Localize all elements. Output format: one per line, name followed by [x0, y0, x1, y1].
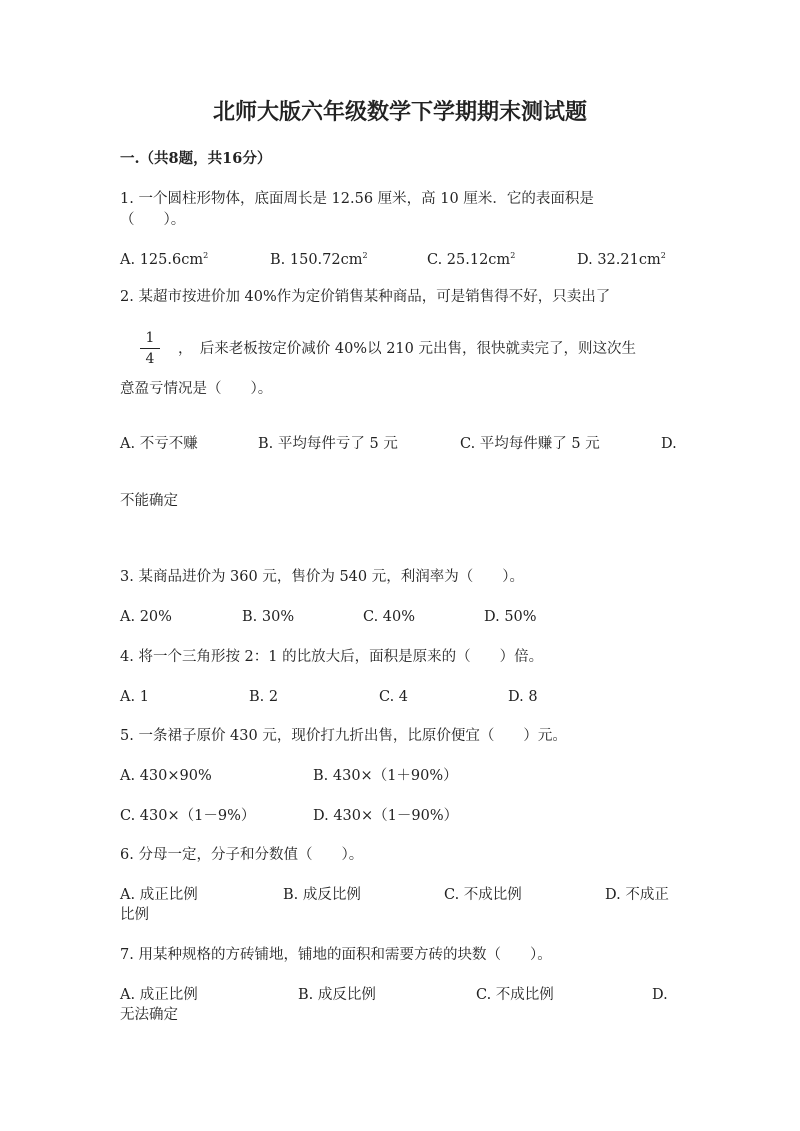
question-7-text: 7. 用某种规格的方砖铺地，铺地的面积和需要方砖的块数（ ）。 — [120, 947, 552, 963]
question-2-option-c: C. 平均每件赚了 5 元 — [460, 436, 600, 452]
question-2-option-a: A. 不亏不赚 — [120, 436, 198, 452]
question-7-option-d: D. — [652, 987, 668, 1003]
question-2-option-d: D. — [661, 436, 677, 452]
question-2-text-cont: ， 后来老板按定价减价 40%以 210 元出售，很快就卖完了，则这次生 — [178, 341, 636, 357]
question-6-text: 6. 分母一定，分子和分数值（ ）。 — [120, 847, 364, 863]
question-3-option-c: C. 40% — [363, 609, 416, 625]
question-2-option-d-cont: 不能确定 — [120, 493, 178, 509]
question-5-option-b: B. 430×（1＋90%） — [313, 768, 458, 784]
question-4-option-d: D. 8 — [508, 689, 538, 705]
question-5-option-a: A. 430×90% — [120, 768, 212, 784]
question-3-option-d: D. 50% — [484, 609, 537, 625]
question-2-text-end: 意盈亏情况是（ ）。 — [120, 381, 273, 397]
section-heading: 一.（共8题，共16分） — [120, 150, 272, 167]
question-1-option-b: B. $150.72cm^2$ — [270, 251, 368, 268]
question-4-option-c: C. 4 — [379, 689, 409, 705]
question-4-option-a: A. 1 — [120, 689, 149, 705]
question-7-option-a: A. 成正比例 — [120, 987, 198, 1003]
fraction-one-quarter — [140, 330, 160, 367]
question-7-option-b: B. 成反比例 — [298, 987, 376, 1003]
question-3-text: 3. 某商品进价为 360 元，售价为 540 元，利润率为（ ）。 — [120, 569, 524, 585]
question-1-option-c: C. $25.12cm^2$ — [427, 251, 516, 268]
question-6-option-a: A. 成正比例 — [120, 887, 198, 903]
question-1-option-d: D. $32.21cm^2$ — [577, 251, 666, 268]
question-5-option-c: C. 430×（1－9%） — [120, 808, 256, 824]
question-4-option-b: B. 2 — [249, 689, 279, 705]
question-6-option-d: D. 不成正 — [605, 887, 669, 903]
question-6-option-d-cont: 比例 — [120, 907, 149, 923]
question-3-option-b: B. 30% — [242, 609, 295, 625]
question-1-blank: （ ）。 — [120, 212, 186, 228]
question-7-option-c: C. 不成比例 — [476, 987, 554, 1003]
fraction-numerator: 1 — [145, 330, 155, 346]
question-1-text: 1. 一个圆柱形物体，底面周长是 12.56 厘米，高 10 厘米．它的表面积是 — [120, 191, 594, 207]
question-5-text: 5. 一条裙子原价 430 元，现价打九折出售，比原价便宜（ ）元。 — [120, 728, 567, 744]
question-3-option-a: A. 20% — [120, 609, 172, 625]
question-5-option-d: D. 430×（1－90%） — [313, 808, 459, 824]
question-4-text: 4. 将一个三角形按 2：1 的比放大后，面积是原来的（ ）倍。 — [120, 649, 544, 665]
fraction-denominator: 4 — [145, 351, 155, 367]
question-7-option-d-cont: 无法确定 — [120, 1007, 178, 1023]
question-6-option-b: B. 成反比例 — [283, 887, 361, 903]
fraction-bar — [140, 348, 160, 349]
question-2-option-b: B. 平均每件亏了 5 元 — [258, 436, 398, 452]
question-2-text: 2. 某超市按进价加 40%作为定价销售某种商品，可是销售得不好，只卖出了 — [120, 289, 611, 305]
page-title: 北师大版六年级数学下学期期末测试题 — [212, 99, 587, 125]
question-6-option-c: C. 不成比例 — [444, 887, 522, 903]
question-1-option-a: A. $125.6cm^2$ — [120, 251, 209, 268]
